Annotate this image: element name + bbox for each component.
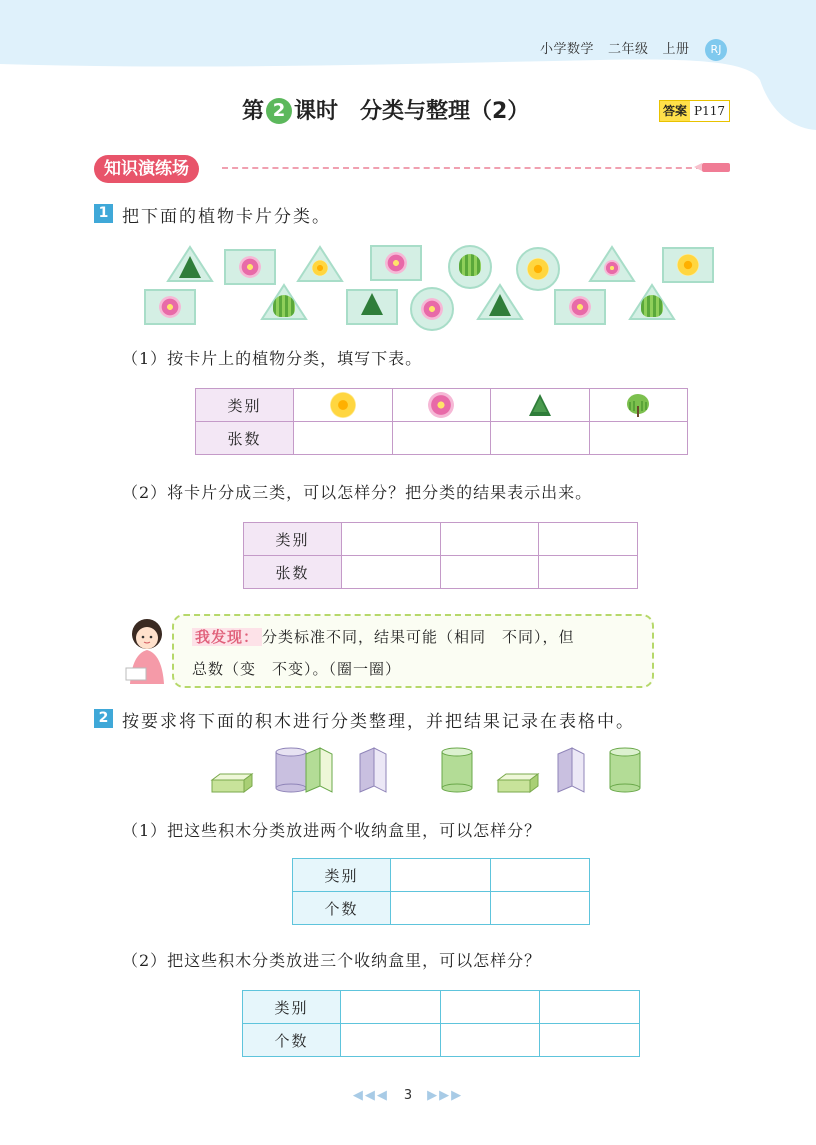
answer-cell[interactable] [440, 1024, 540, 1057]
q1-table-1 [195, 388, 688, 455]
answer-cell[interactable] [391, 859, 491, 892]
answer-cell[interactable] [540, 991, 640, 1024]
discovery-line-1 [192, 626, 575, 647]
q2-sub2-text: （2）把这些积木分类放进三个收纳盒里，可以怎样分？ [122, 951, 542, 970]
question-2-text: 按要求将下面的积木进行分类整理，并把结果记录在表格中。 [122, 712, 635, 732]
lotus-icon [159, 296, 181, 318]
section-badge: 知识演练场 [94, 155, 199, 183]
answer-cell[interactable] [342, 523, 441, 556]
page-number: 3 [403, 1088, 413, 1103]
plant-card-square [224, 249, 276, 285]
pencil-icon [702, 163, 730, 172]
table-cell-icon [392, 389, 491, 422]
table-header-category: 类别 [243, 991, 341, 1024]
lesson-title [242, 94, 529, 125]
answer-cell[interactable] [440, 556, 539, 589]
lotus-icon [569, 296, 591, 318]
plant-card-square [370, 245, 422, 281]
discovery-label: 我发现： [192, 628, 262, 646]
header-grade: 二年级 [608, 42, 649, 57]
question-1-text: 把下面的植物卡片分类。 [122, 207, 331, 227]
title-suffix: 课时 [294, 99, 339, 124]
table-header-count: 个数 [293, 892, 391, 925]
header-subject: 小学数学 [540, 42, 595, 57]
lesson-number: 2 [266, 98, 292, 124]
plant-card-circle [410, 287, 454, 331]
plant-cards [140, 243, 712, 325]
table-cell-icon [491, 389, 590, 422]
title-name: 分类与整理（2） [360, 99, 530, 124]
page-footer [0, 1088, 816, 1103]
answer-cell[interactable] [440, 523, 539, 556]
next-arrows-icon: ▶▶▶ [427, 1088, 464, 1103]
section-divider [222, 167, 702, 169]
answer-cell[interactable] [342, 556, 441, 589]
table-header-category: 类别 [293, 859, 391, 892]
answer-cell[interactable] [490, 892, 590, 925]
answer-cell[interactable] [539, 523, 638, 556]
answer-cell[interactable] [539, 556, 638, 589]
table-header-category: 类别 [196, 389, 294, 422]
table-header-category: 类别 [244, 523, 342, 556]
answer-page: P117 [690, 101, 729, 121]
table-cell-icon [294, 389, 393, 422]
cuboid-block [496, 746, 540, 794]
plant-card-triangle [296, 245, 344, 283]
chrysanthemum-icon [527, 258, 549, 280]
plant-card-triangle [260, 283, 308, 321]
q1-table-2 [243, 522, 638, 589]
cuboid-block [210, 746, 254, 794]
lotus-icon [421, 298, 443, 320]
plant-card-triangle [166, 245, 214, 283]
table-header-count: 张数 [196, 422, 294, 455]
cylinder-block [608, 746, 642, 794]
prism-block [358, 746, 388, 794]
q2-table-2 [242, 990, 640, 1057]
table-header-count: 个数 [243, 1024, 341, 1057]
girl-illustration [118, 614, 176, 686]
prism-block [304, 746, 334, 794]
lotus-icon [385, 252, 407, 274]
discovery-text-2[interactable]: 总数（变 不变）。（圈一圈） [192, 660, 402, 678]
answer-cell[interactable] [491, 422, 590, 455]
answer-cell[interactable] [440, 991, 540, 1024]
answer-ref [659, 100, 730, 122]
q1-sub2-text: （2）将卡片分成三类，可以怎样分？把分类的结果表示出来。 [122, 483, 593, 502]
plant-card-square [662, 247, 714, 283]
header-volume: 上册 [662, 42, 690, 57]
chrysanthemum-icon [677, 254, 699, 276]
plant-card-square [554, 289, 606, 325]
answer-cell[interactable] [540, 1024, 640, 1057]
answer-cell[interactable] [341, 1024, 441, 1057]
cylinder-block [274, 746, 308, 794]
question-2-number: 2 [94, 709, 113, 728]
table-cell-icon [589, 389, 688, 422]
plant-card-square [346, 289, 398, 325]
pine-tree-icon [527, 392, 553, 418]
title-prefix: 第 [242, 99, 265, 124]
answer-cell[interactable] [490, 859, 590, 892]
plant-card-triangle [588, 245, 636, 283]
discovery-box [172, 614, 654, 688]
edition-badge: RJ [705, 39, 727, 61]
lotus-icon [604, 260, 620, 276]
table-header-count: 张数 [244, 556, 342, 589]
plant-card-triangle [628, 283, 676, 321]
chrysanthemum-icon [312, 260, 328, 276]
lotus-icon [428, 392, 454, 418]
plant-card-square [144, 289, 196, 325]
q2-sub1-text: （1）把这些积木分类放进两个收纳盒里，可以怎样分？ [122, 821, 542, 840]
answer-cell[interactable] [392, 422, 491, 455]
cylinder-block [440, 746, 474, 794]
header-info [540, 38, 704, 57]
answer-cell[interactable] [589, 422, 688, 455]
q2-table-1 [292, 858, 590, 925]
plant-card-triangle [476, 283, 524, 321]
answer-label: 答案 [660, 101, 690, 121]
prev-arrows-icon: ◀◀◀ [352, 1088, 389, 1103]
willow-tree-icon [625, 392, 651, 418]
lotus-icon [239, 256, 261, 278]
chrysanthemum-icon [330, 392, 356, 418]
discovery-text-1[interactable]: 分类标准不同，结果可能（相同 不同），但 [262, 628, 575, 646]
q1-sub1-text: （1）按卡片上的植物分类，填写下表。 [122, 349, 423, 368]
building-blocks [208, 746, 648, 794]
question-1-number: 1 [94, 204, 113, 223]
answer-cell[interactable] [391, 892, 491, 925]
answer-cell[interactable] [341, 991, 441, 1024]
answer-cell[interactable] [294, 422, 393, 455]
prism-block [556, 746, 586, 794]
